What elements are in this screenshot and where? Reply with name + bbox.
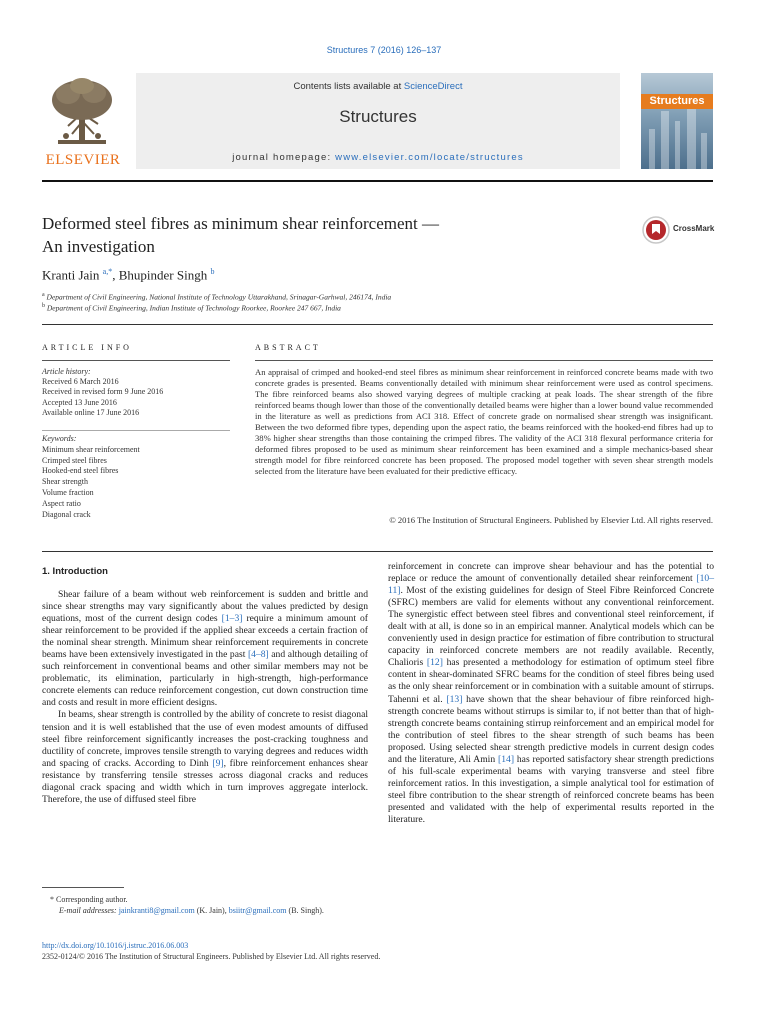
cover-building-shape xyxy=(687,103,696,169)
article-title xyxy=(42,212,562,258)
keywords-rule xyxy=(42,430,230,431)
author-affiliation-marker[interactable]: a,* xyxy=(102,267,113,276)
text-run: and although detailing of such reinforcement in conventional beams and other similar members may not be problematic, its elimination, particularly in high-strength, high-performance concrete elements can reduce reinforcement congestion, cut down construction time and costs and result in more efficient designs. xyxy=(42,649,368,709)
reference-link[interactable]: [1–3] xyxy=(221,613,243,625)
elsevier-logo[interactable] xyxy=(42,78,124,170)
footnote xyxy=(42,894,324,916)
history-entry: Received 6 March 2016 xyxy=(42,377,119,387)
journal-homepage-link[interactable]: www.elsevier.com/locate/structures xyxy=(335,152,524,163)
article-title-line-2: An investigation xyxy=(42,237,155,256)
text-run: has presented a methodology for estimation of optimum steel fibre content in shear-dominated SFRC beams for the condition of steel fibres being used as the only shear reinforcement or in combination with a suitable amount of stirrups. Tahenni et al. xyxy=(388,657,715,705)
cover-title: Structures xyxy=(641,94,713,109)
author-affiliation-marker[interactable]: b xyxy=(210,267,215,276)
keyword-item: Crimped steel fibres xyxy=(42,455,107,465)
contents-prefix: Contents lists available at xyxy=(293,81,404,92)
journal-name: Structures xyxy=(339,107,417,126)
cover-building-shape xyxy=(661,111,669,169)
keyword-item: Shear strength xyxy=(42,477,88,487)
article-title-line-1: Deformed steel fibres as minimum shear reinforcement — xyxy=(42,214,440,233)
text-run: require a minimum amount of shear reinforcement to be provided if the applied shear exceeds a certain fraction of the nominal shear strength. Minimum shear reinforcement requirements in concrete beams have been extensively investigated in the past xyxy=(42,613,369,661)
author-list xyxy=(42,267,214,283)
affiliation-a xyxy=(42,292,391,302)
crossmark-icon xyxy=(642,216,670,244)
elsevier-wordmark: ELSEVIER xyxy=(45,152,121,168)
affiliation-text: Department of Civil Engineering, Indian Institute of Technology Roorkee, Roorkee 247 667, India xyxy=(46,303,341,313)
keyword-item: Diagonal crack xyxy=(42,509,91,519)
article-info-rule xyxy=(42,360,230,361)
affiliation-marker: a xyxy=(42,292,45,298)
email-owner: (K. Jain), xyxy=(194,906,229,915)
section-divider xyxy=(42,324,713,325)
affiliation-marker: b xyxy=(42,303,45,309)
text-run: Shear failure of a beam without web reinforcement is sudden and brittle and since shear strengths may vary significantly about the values predicted by design equations, most of the current design codes xyxy=(42,589,368,625)
header-divider xyxy=(42,180,713,182)
cover-building-shape xyxy=(701,133,707,169)
journal-homepage-line xyxy=(136,152,620,163)
text-run: , fibre reinforcement enhances shear resistance by transferring tensile stresses across diagonal cracks and reduces diagonal crack spacing and width which in turn improves aggregate interlock. Therefore, the use of diffused steel fibre xyxy=(42,757,368,805)
history-entry: Available online 17 June 2016 xyxy=(42,407,140,417)
doi-link[interactable]: http://dx.doi.org/10.1016/j.istruc.2016.06.003 xyxy=(42,941,189,950)
affiliation-b xyxy=(42,303,341,313)
paragraph xyxy=(42,709,368,805)
corresponding-author-note: Corresponding author. xyxy=(56,895,128,904)
body-divider xyxy=(42,551,713,552)
article-history xyxy=(42,367,222,418)
contents-available-line xyxy=(136,81,620,92)
text-run: . Most of the existing guidelines for design of Steel Fibre Reinforced Concrete (SFRC) members are valid for elements without any conventional reinforcement. The synergistic effect between steel fibres and conventional steel reinforcement, if dealt with at all, is done so in an empirical manner. Analytical models which can be conveniently used in design practice for estimation of fibre contribution to structural capacity in reinforced concrete members are not readily available. Recently, Chalioris xyxy=(388,585,714,669)
keywords-list xyxy=(42,434,222,520)
author-name[interactable]: Kranti Jain xyxy=(42,267,100,283)
email-link[interactable]: bsiitr@gmail.com xyxy=(228,906,287,915)
reference-link[interactable]: [9] xyxy=(212,757,224,769)
email-link[interactable]: jainkranti8@gmail.com xyxy=(118,906,195,915)
email-label: E-mail addresses: xyxy=(59,906,119,915)
email-owner: (B. Singh). xyxy=(286,906,324,915)
reference-link[interactable]: [12] xyxy=(426,657,443,669)
keyword-item: Minimum shear reinforcement xyxy=(42,444,140,454)
journal-citation[interactable]: Structures 7 (2016) 126–137 xyxy=(326,45,442,55)
reference-link[interactable]: [10–11] xyxy=(388,573,714,597)
keyword-item: Volume fraction xyxy=(42,487,94,497)
crossmark-button[interactable] xyxy=(642,216,717,244)
keyword-item: Hooked-end steel fibres xyxy=(42,466,119,476)
issn-copyright-line: 2352-0124/© 2016 The Institution of Structural Engineers. Published by Elsevier Ltd. All rights reserved. xyxy=(42,952,381,961)
journal-banner xyxy=(136,73,620,169)
crossmark-label: CrossMark xyxy=(673,224,715,233)
homepage-prefix: journal homepage: xyxy=(232,152,336,163)
footnote-rule xyxy=(42,887,124,888)
cover-building-shape xyxy=(675,121,680,169)
elsevier-tree-icon xyxy=(48,78,118,150)
abstract-body: An appraisal of crimped and hooked-end steel fibres as minimum shear reinforcement in reinforced concrete beams made with two concrete grades is presented. Beams conventionally detailed with minimum shear reinforcement were used as control specimens. The fibre reinforced beams also showed varying degrees of multiple cracking at peak loads. The shear strength of the fibre reinforced beams though lower than those of the conventionally detailed beams were higher than a lower bound value recommended in the literature as well as predictions from ACI 318. Effect of concrete grade on normalised shear strength was insignificant. Between the two deformed fibre types, depending upon the aspect ratio, the beams reinforced with the hooked-end fibres had up to 38% higher shear strengths than those containing the crimped fibres. The validity of the ACI 318 flexural performance criteria for deformed fibres proposed to be used as minimum shear reinforcement has been examined and a simple mechanics-based shear strength model for fibre reinforced concrete has been proposed. The proposed model together with seven shear strength models selected from the literature have been evaluated for their predictive efficacy. xyxy=(255,367,713,476)
text-run: have shown that the shear behaviour of fibre reinforced high-strength concrete beams without stirrups is similar to, if not better than that of high-strength concrete beams containing stirrup reinforcement and an empirical model for the contribution of steel fibres to the shear strength of such beams has been proposed. Using selected shear strength predictive models in current design codes and the literature, Ali Amin xyxy=(388,693,714,765)
reference-link[interactable]: [13] xyxy=(446,693,463,705)
article-history-label: Article history: xyxy=(42,367,91,376)
keywords-label: Keywords: xyxy=(42,434,77,443)
footnote-marker: * xyxy=(50,895,54,904)
keyword-item: Aspect ratio xyxy=(42,498,81,508)
history-entry: Accepted 13 June 2016 xyxy=(42,397,117,407)
body-column-right xyxy=(388,561,714,826)
abstract-rule xyxy=(255,360,713,361)
text-run: has reported satisfactory shear strength predictions of his full-scale experimental beams with varying transverse and steel fibre reinforcement ratios. In this investigation, a simple analytical tool for estimation of steel fibre contribution to the shear strength of reinforced concrete beams has been presented and validated with the help of experimental results reported in the literature. xyxy=(388,753,715,825)
abstract-heading: ABSTRACT xyxy=(255,343,321,352)
introduction-heading: 1. Introduction xyxy=(42,566,108,577)
history-entry: Received in revised form 9 June 2016 xyxy=(42,387,164,397)
author-separator: , xyxy=(112,267,119,283)
abstract-copyright: © 2016 The Institution of Structural Engineers. Published by Elsevier Ltd. All rights reserved. xyxy=(389,515,713,525)
journal-cover-thumbnail[interactable] xyxy=(641,73,713,169)
reference-link[interactable]: [14] xyxy=(498,753,515,765)
sciencedirect-link[interactable]: ScienceDirect xyxy=(403,81,463,92)
article-info-heading: ARTICLE INFO xyxy=(42,343,132,352)
affiliation-text: Department of Civil Engineering, National Institute of Technology Uttarakhand, Srinagar-Garhwal, 246174, India xyxy=(46,292,392,302)
reference-link[interactable]: [4–8] xyxy=(247,649,269,661)
author-name[interactable]: Bhupinder Singh xyxy=(118,267,208,283)
text-run: reinforcement in concrete can improve shear behaviour and has the potential to replace or reduce the amount of conventionally detailed shear reinforcement xyxy=(388,561,714,585)
paragraph xyxy=(42,589,368,709)
cover-building-shape xyxy=(649,129,655,169)
paragraph xyxy=(388,561,714,826)
body-column-left xyxy=(42,589,368,806)
text-run: In beams, shear strength is controlled by the ability of concrete to resist diagonal tension and it is well established that the use of even modest amounts of diffused steel fibre reinforcement significantly increases the post-cracking toughness and ductility of concrete, improves tensile strength to varying degrees and reduces width and spacing of cracks. According to Dinh xyxy=(42,709,368,769)
